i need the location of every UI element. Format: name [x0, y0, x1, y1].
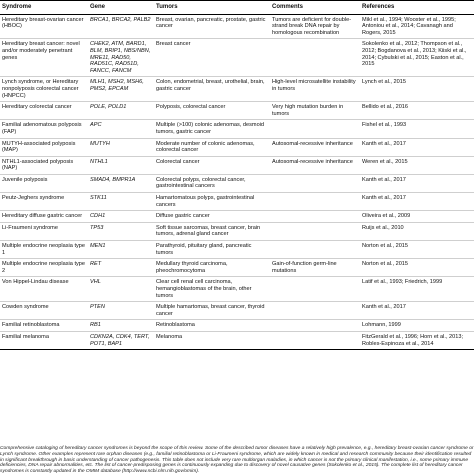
cell-tumors: Moderate number of colonic adenomas, colorectal cancer — [154, 138, 270, 156]
cell-syndrome: Multiple endocrine neoplasia type 2 — [0, 259, 88, 277]
table-row — [0, 102, 474, 120]
table-row — [0, 193, 474, 211]
cell-tumors: Diffuse gastric cancer — [154, 211, 270, 223]
cell-comments: Autosomal-recessive inheritance — [270, 138, 360, 156]
table-row — [0, 241, 474, 259]
cell-references: Norton et al., 2015 — [360, 259, 474, 277]
cell-comments: Very high mutation burden in tumors — [270, 102, 360, 120]
cell-tumors: Parathyroid, pituitary gland, pancreatic tumors — [154, 241, 270, 259]
cell-references: Norton et al., 2015 — [360, 241, 474, 259]
header-syndrome: Syndrome — [0, 1, 88, 15]
cell-gene: CDH1 — [88, 211, 154, 223]
cell-comments — [270, 331, 360, 349]
cell-comments — [270, 320, 360, 332]
cell-comments — [270, 39, 360, 77]
cell-gene: CDKN2A, CDK4, TERT, POT1, BAP1 — [88, 331, 154, 349]
cell-references: Lohmann, 1999 — [360, 320, 474, 332]
cell-gene: TP53 — [88, 222, 154, 240]
header-comments: Comments — [270, 1, 360, 15]
table-row — [0, 174, 474, 192]
cell-syndrome: Hereditary breast cancer: novel and/or moderately penetrant genes — [0, 39, 88, 77]
cell-gene: POLE, POLD1 — [88, 102, 154, 120]
header-references: References — [360, 1, 474, 15]
cell-comments — [270, 277, 360, 302]
cell-tumors: Multiple hamartomas, breast cancer, thyroid cancer — [154, 302, 270, 320]
cell-tumors: Polyposis, colorectal cancer — [154, 102, 270, 120]
cell-references: Latif et al., 1993; Friedrich, 1999 — [360, 277, 474, 302]
table-row — [0, 222, 474, 240]
cell-tumors: Hamartomatous polyps, gastrointestinal cancers — [154, 193, 270, 211]
cell-gene: CHEK2, ATM, BARD1, BLM, BRIP1, NBS/NBN, MRE11, RAD50, RAD51C, RAD51D, FANCC, FANCM — [88, 39, 154, 77]
cell-references: Ruijs et al., 2010 — [360, 222, 474, 240]
cell-tumors: Melanoma — [154, 331, 270, 349]
cell-references: FitzGerald et al., 1996; Horn et al., 2013; Robles-Espinoza et al., 2014 — [360, 331, 474, 349]
cell-gene: MLH1, MSH2, MSH6, PMS2, EPCAM — [88, 77, 154, 102]
table-row — [0, 277, 474, 302]
cell-comments — [270, 211, 360, 223]
cell-tumors: Clear cell renal cell carcinoma, hemangioblastomas of the brain, other tumors — [154, 277, 270, 302]
cell-gene: RB1 — [88, 320, 154, 332]
cell-syndrome: Familial melanoma — [0, 331, 88, 349]
cell-syndrome: Li-Fraumeni syndrome — [0, 222, 88, 240]
table-row — [0, 259, 474, 277]
cell-syndrome: Hereditary colorectal cancer — [0, 102, 88, 120]
cell-tumors: Colon, endometrial, breast, urothelial, brain, gastric cancer — [154, 77, 270, 102]
table-row — [0, 77, 474, 102]
cell-comments: Tumors are deficient for double-strand break DNA repair by homologous recombination — [270, 14, 360, 39]
cell-syndrome: Familial adenomatous polyposis (FAP) — [0, 120, 88, 138]
table-row — [0, 14, 474, 39]
cell-gene: RET — [88, 259, 154, 277]
cell-references: Weren et al., 2015 — [360, 156, 474, 174]
table-row — [0, 39, 474, 77]
cell-tumors: Colorectal polyps, colorectal cancer, gastrointestinal cancers — [154, 174, 270, 192]
cell-comments — [270, 120, 360, 138]
cell-syndrome: Lynch syndrome, or Hereditary nonpolyposis colorectal cancer (HNPCC) — [0, 77, 88, 102]
cell-tumors: Medullary thyroid carcinoma, pheochromocytoma — [154, 259, 270, 277]
cell-references: Bellido et al., 2016 — [360, 102, 474, 120]
cell-references: Oliveira et al., 2009 — [360, 211, 474, 223]
cell-syndrome: NTHL1-associated polyposis (NAP) — [0, 156, 88, 174]
cell-syndrome: Multiple endocrine neoplasia type 1 — [0, 241, 88, 259]
cell-references: Mikl et al., 1994; Wooster et al., 1995; Antoniou et al., 2014; Cavanagh and Rogers, 2015 — [360, 14, 474, 39]
cell-comments: Gain-of-function germ-line mutations — [270, 259, 360, 277]
cell-references: Kanth et al., 2017 — [360, 193, 474, 211]
table-row — [0, 156, 474, 174]
cell-tumors: Breast, ovarian, pancreatic, prostate, gastric cancer — [154, 14, 270, 39]
header-tumors: Tumors — [154, 1, 270, 15]
cell-references: Sokolenko et al., 2012; Thompson et al., 2012; Bogdanova et al., 2013; Kiiski et al., 2014; Cybulski et al., 2015; Easton et al., 2015 — [360, 39, 474, 77]
cell-syndrome: Juvenile polyposis — [0, 174, 88, 192]
cell-references: Kanth et al., 2017 — [360, 138, 474, 156]
cell-tumors: Breast cancer — [154, 39, 270, 77]
table-body — [0, 14, 474, 350]
cell-gene: NTHL1 — [88, 156, 154, 174]
cell-gene: SMAD4, BMPR1A — [88, 174, 154, 192]
cell-tumors: Multiple (>100) colonic adenomas, desmoid tumors, gastric cancer — [154, 120, 270, 138]
table-row — [0, 120, 474, 138]
cell-gene: BRCA1, BRCA2, PALB2 — [88, 14, 154, 39]
table-row — [0, 211, 474, 223]
table-row — [0, 138, 474, 156]
cell-syndrome: Peutz-Jeghers syndrome — [0, 193, 88, 211]
cell-tumors: Retinoblastoma — [154, 320, 270, 332]
cell-syndrome: Familial retinoblastoma — [0, 320, 88, 332]
cell-comments — [270, 222, 360, 240]
header-row — [0, 1, 474, 15]
table-footnote: Comprehensive cataloging of hereditary cancer syndromes is beyond the scope of this review. Some of the described tumor diseases have a relatively high prevalence, e.g., hereditary breast-ovarian cancer syndrome or Lynch syndrome. Other examples represent rare orphan diseases (e.g., familial retinoblastoma or Li-Fraumeni syndrome, which are widely known in medical and research community because their identification resulted in significant breakthrough in basic understanding of cancer pathogenesis. This table does not include very rare multiorgan maladies, in which cancer is not the primary clinical manifestation, i.e., some primary immune deficiencies, DNA repair abnormalities, etc. The list of cancer-predisposing genes is continuously expanding due to discovery of novel causative genes (Sokolenko et al., 2015). The complete list of hereditary cancer syndromes is constantly updated in the OMIM database (http://www.ncbi.nlm.nih.gov/omim). — [0, 446, 474, 475]
cell-comments — [270, 241, 360, 259]
header-gene: Gene — [88, 1, 154, 15]
cell-comments — [270, 174, 360, 192]
cell-syndrome: Cowden syndrome — [0, 302, 88, 320]
cell-gene: VHL — [88, 277, 154, 302]
cell-comments — [270, 193, 360, 211]
cell-gene: MUTYH — [88, 138, 154, 156]
cell-gene: PTEN — [88, 302, 154, 320]
cell-syndrome: Hereditary breast-ovarian cancer (HBOC) — [0, 14, 88, 39]
cell-references: Kanth et al., 2017 — [360, 302, 474, 320]
cell-syndrome: MUTYH-associated polyposis (MAP) — [0, 138, 88, 156]
cell-syndrome: Von Hippel-Lindau disease — [0, 277, 88, 302]
cell-comments: High-level microsatellite instability in tumors — [270, 77, 360, 102]
cell-syndrome: Hereditary diffuse gastric cancer — [0, 211, 88, 223]
cell-comments: Autosomal-recessive inheritance — [270, 156, 360, 174]
cell-references: Kanth et al., 2017 — [360, 174, 474, 192]
cell-references: Fishel et al., 1993 — [360, 120, 474, 138]
table-row — [0, 302, 474, 320]
cell-comments — [270, 302, 360, 320]
table-row — [0, 320, 474, 332]
table-row — [0, 331, 474, 349]
cell-gene: STK11 — [88, 193, 154, 211]
cell-gene: APC — [88, 120, 154, 138]
cell-tumors: Soft tissue sarcomas, breast cancer, brain tumors, adrenal gland cancer — [154, 222, 270, 240]
cell-gene: MEN1 — [88, 241, 154, 259]
cell-references: Lynch et al., 2015 — [360, 77, 474, 102]
cell-tumors: Colorectal cancer — [154, 156, 270, 174]
